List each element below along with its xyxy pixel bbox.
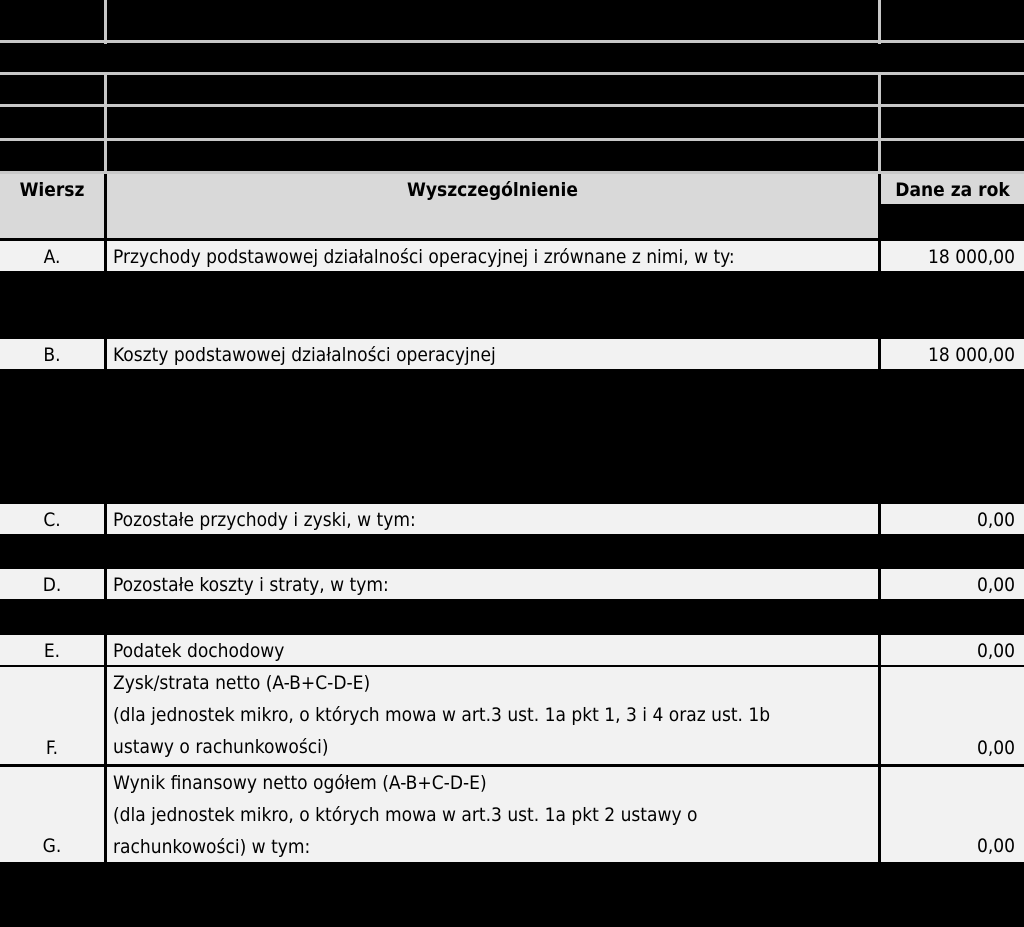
table-row-label: Podatek dochodowy [107,635,878,665]
row-label-line: (dla jednostek mikro, o których mowa w art.3 ust. 1a pkt 2 ustawy o [113,804,698,826]
header-desc-label: Wyszczególnienie [407,179,578,201]
table-row-id: B. [0,339,104,369]
grid-line [878,0,881,44]
header-row-col [0,174,104,238]
table-row-id: C. [0,504,104,534]
table-row-label: Przychody podstawowej działalności operacyjnej i zrównane z nimi, w ty: [107,241,878,271]
grid-line [0,104,1024,107]
grid-line [0,138,1024,141]
row-label-line: rachunkowości) w tym: [113,836,311,858]
table-row-id [0,667,104,764]
grid-line [104,0,107,44]
header-value-label: Dane za rok [895,179,1010,201]
table-row-value: 0,00 [881,504,1024,534]
row-value-text: 0,00 [976,835,1015,857]
table-row-value: 0,00 [881,569,1024,599]
table-row-id: D. [0,569,104,599]
table-row-value [881,667,1024,764]
table-row-value: 0,00 [881,635,1024,665]
header-desc-col [107,174,878,238]
row-label-line: ustawy o rachunkowości) [113,736,329,758]
grid-line [878,74,881,172]
row-id-text: F. [45,737,59,759]
grid-line [104,74,107,172]
table-row-label: Koszty podstawowej działalności operacyjnej [107,339,878,369]
header-value-col [881,174,1024,204]
grid-line [0,72,1024,75]
header-row-label: Wiersz [19,179,85,201]
table-row-value: 18 000,00 [881,241,1024,271]
table-row-label: Pozostałe przychody i zyski, w tym: [107,504,878,534]
table-row-value: 18 000,00 [881,339,1024,369]
table-row-label [107,667,878,764]
table-row-label: Pozostałe koszty i straty, w tym: [107,569,878,599]
row-label-line: Wynik finansowy netto ogółem (A-B+C-D-E) [113,772,487,794]
row-label-line: (dla jednostek mikro, o których mowa w art.3 ust. 1a pkt 1, 3 i 4 oraz ust. 1b [113,704,771,726]
table-row-id: E. [0,635,104,665]
table-row-label [107,767,878,862]
table-row-id: A. [0,241,104,271]
table-row-value [881,767,1024,862]
table-row-id [0,767,104,862]
row-label-line: Zysk/strata netto (A-B+C-D-E) [113,672,371,694]
grid-line [0,40,1024,43]
row-id-text: G. [42,835,62,857]
row-value-text: 0,00 [976,737,1015,759]
